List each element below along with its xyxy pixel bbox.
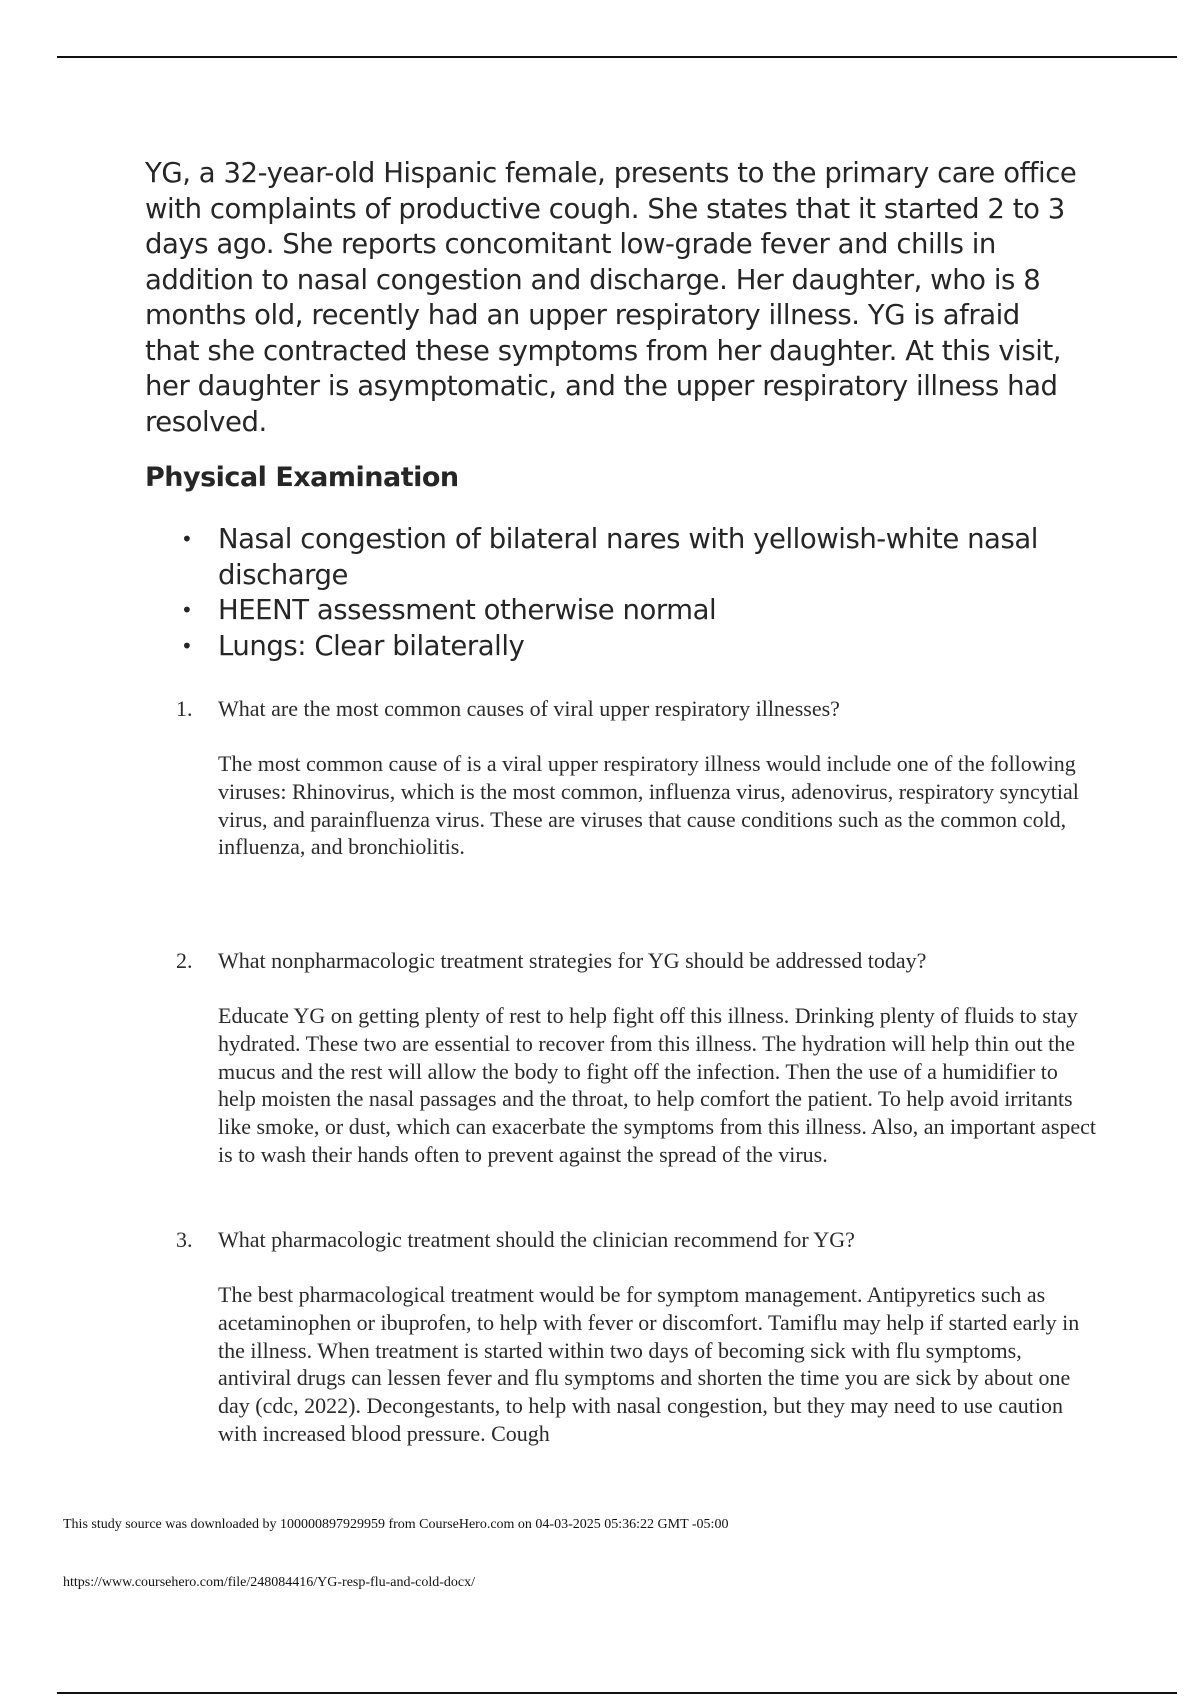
question-1	[176, 695, 1096, 723]
question-block-2	[176, 947, 1096, 1169]
question-block-1	[176, 695, 1096, 861]
exam-findings-list	[145, 522, 1080, 664]
question-text: What are the most common causes of viral upper respiratory illnesses?	[218, 696, 840, 721]
answer-3: The best pharmacological treatment would be for symptom management. Antipyretics such as acetaminophen or ibuprofen, to help with fever or discomfort. Tamiflu may help if started early in the illness. When treatment is started within two days of becoming sick with flu symptoms, antiviral drugs can lessen fever and flu symptoms and shorten the time you are sick by about one day (cdc, 2022). Decongestants, to help with nasal congestion, but they may need to use caution with increased blood pressure. Cough	[218, 1282, 1080, 1446]
question-2	[176, 947, 1096, 975]
bullet-icon: •	[181, 633, 193, 658]
bullet-icon: •	[181, 598, 193, 622]
finding-text: HEENT assessment otherwise normal	[218, 594, 717, 626]
question-text: What pharmacologic treatment should the clinician recommend for YG?	[218, 1227, 855, 1252]
download-source-note: This study source was downloaded by 100000897929959 from CourseHero.com on 04-03-2025 05:36:22 GMT -05:00	[63, 1517, 729, 1532]
finding-text: Nasal congestion of bilateral nares with yellowish-white nasal discharge	[218, 523, 1038, 591]
bullet-icon: •	[181, 527, 193, 551]
question-number: 3.	[176, 1227, 193, 1252]
answer-2: Educate YG on getting plenty of rest to help fight off this illness. Drinking plenty of fluids to stay hydrated. These two are essential to recover from this illness. The hydration will help thin out the mucus and the rest will allow the body to fight off the infection. Then the use of a humidifier to help moisten the nasal passages and the throat, to help comfort the patient. To help avoid irritants like smoke, or dust, which can exacerbate the symptoms from this illness. Also, an important aspect is to wash their hands often to prevent against the spread of the virus.	[218, 1003, 1096, 1167]
source-url: https://www.coursehero.com/file/248084416/YG-resp-flu-and-cold-docx/	[63, 1575, 475, 1590]
physical-exam-heading: Physical Examination	[145, 462, 459, 493]
list-item	[145, 629, 1080, 665]
question-block-3	[176, 1226, 1096, 1448]
case-intro-paragraph: YG, a 32-year-old Hispanic female, presents to the primary care office with complaints of productive cough. She states that it started 2 to 3 days ago. She reports concomitant low-grade fever and chills in addition to nasal congestion and discharge. Her daughter, who is 8 months old, recently had an upper respiratory illness. YG is afraid that she contracted these symptoms from her daughter. At this visit, her daughter is asymptomatic, and the upper respiratory illness had resolved.	[145, 157, 1077, 438]
top-divider	[57, 56, 1177, 58]
finding-text: Lungs: Clear bilaterally	[218, 629, 525, 662]
answer-1: The most common cause of is a viral upper respiratory illness would include one of the following viruses: Rhinovirus, which is the most common, influenza virus, adenovirus, respiratory syncytial virus, and parainfluenza virus. These are viruses that cause conditions such as the common cold, influenza, and bronchiolitis.	[218, 751, 1079, 860]
list-item	[145, 593, 1080, 629]
list-item	[145, 522, 1080, 593]
bottom-divider	[57, 1692, 1177, 1694]
question-number: 1.	[176, 696, 193, 721]
question-number: 2.	[176, 948, 193, 973]
question-3	[176, 1226, 1096, 1254]
question-text: What nonpharmacologic treatment strategies for YG should be addressed today?	[218, 948, 927, 973]
